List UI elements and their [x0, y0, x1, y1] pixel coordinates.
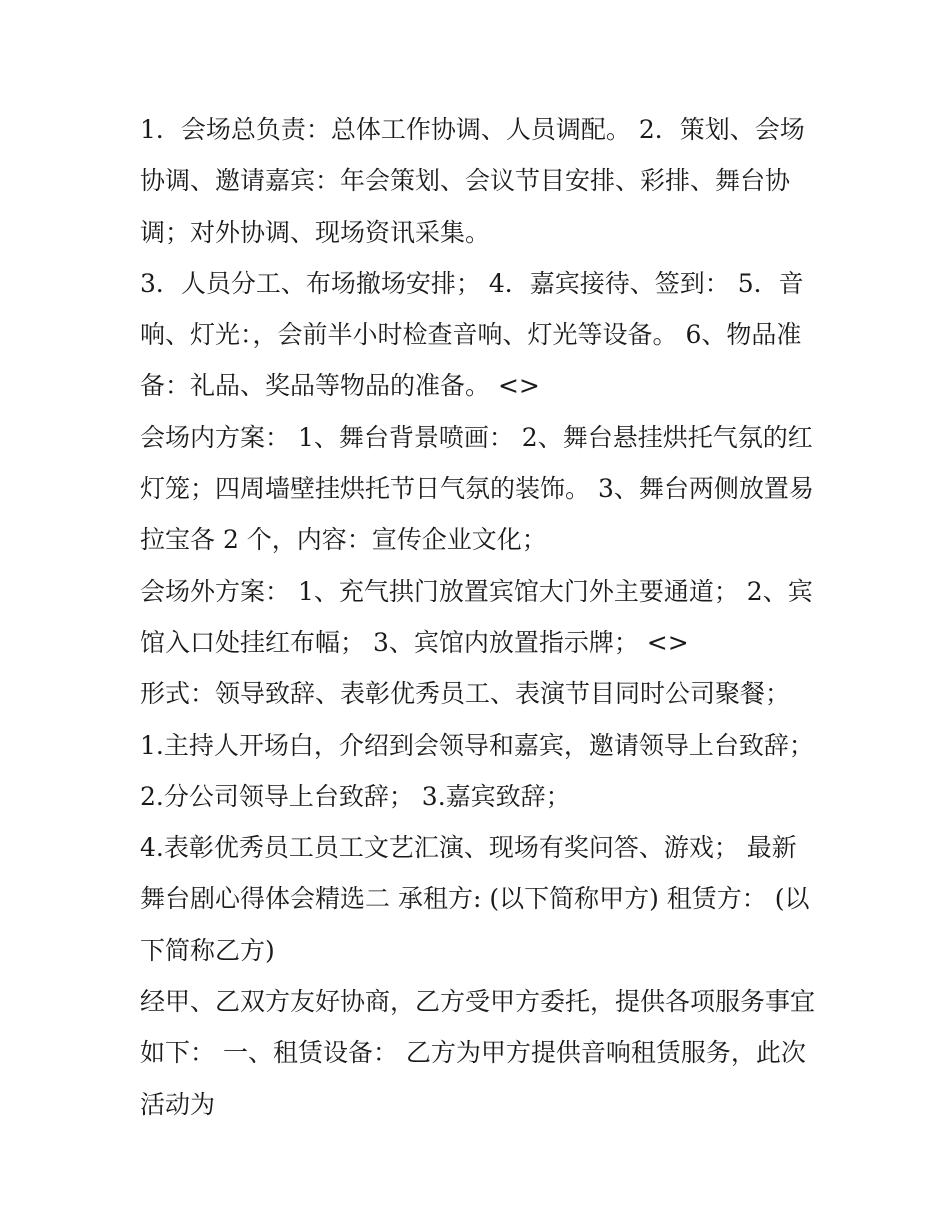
paragraph-agreement: 经甲、乙双方友好协商，乙方受甲方委托，提供各项服务事宜如下： 一、租赁设备： 乙方为甲方提供音响租赁服务，此次活动为 — [140, 987, 816, 1119]
paragraph-format: 形式：领导致辞、表彰优秀员工、表演节目同时公司聚餐； 1.主持人开场白，介绍到会领导和嘉宾，邀请领导上台致辞； 2.分公司领导上台致辞； 3.嘉宾致辞； — [140, 679, 822, 811]
document-body — [140, 104, 820, 1130]
paragraph-arrangements: 3．人员分工、布场撤场安排； 4．嘉宾接待、签到： 5．音响、灯光：，会前半小时检查音响、灯光等设备。 6、物品准备：礼品、奖品等物品的准备。 <> — [140, 268, 804, 401]
paragraph-program: 4.表彰优秀员工员工文艺汇演、现场有奖问答、游戏； 最新舞台剧心得体会精选二 承租方: (以下简称甲方) 租赁方： (以下简称乙方) — [140, 833, 810, 965]
paragraph-indoor-plan: 会场内方案： 1、舞台背景喷画： 2、舞台悬挂烘托气氛的红灯笼；四周墙壁挂烘托节日气氛的装饰。 3、舞台两侧放置易拉宝各 2 个，内容：宣传企业文化； — [140, 422, 814, 555]
paragraph-staff-duties: 1．会场总负责：总体工作协调、人员调配。 2．策划、会场协调、邀请嘉宾：年会策划、会议节目安排、彩排、舞台协调；对外协调、现场资讯采集。 — [140, 115, 805, 247]
paragraph-outdoor-plan: 会场外方案： 1、充气拱门放置宾馆大门外主要通道； 2、宾馆入口处挂红布幅； 3、宾馆内放置指示牌； <> — [140, 576, 813, 657]
